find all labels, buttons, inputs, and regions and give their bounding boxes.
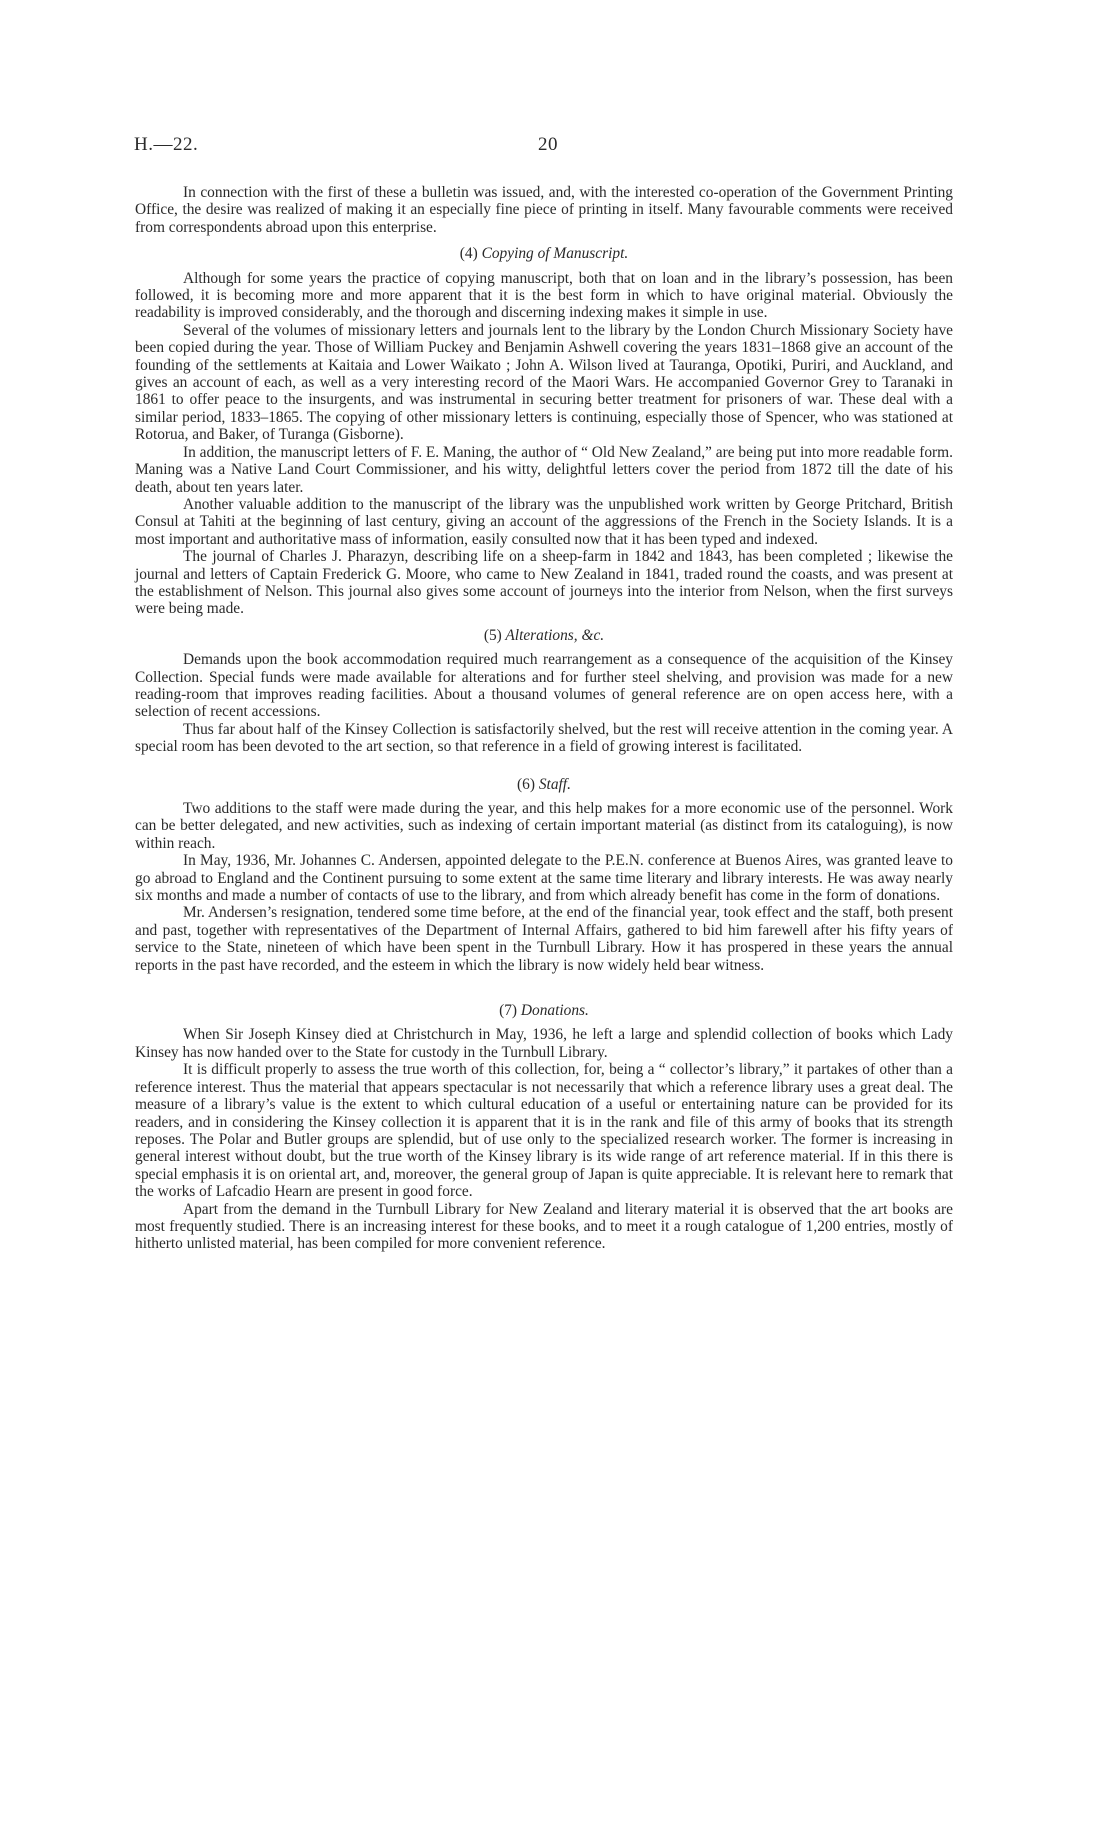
intro-paragraph: In connection with the first of these a bulletin was issued, and, with the interested co-operation of the Government Printing Office, the desire was realized of making it an especially fine piece of printing in itself. Many favourable comments were received from correspondents abroad upon this enterprise. [135,184,953,236]
paragraph: In May, 1936, Mr. Johannes C. Andersen, appointed delegate to the P.E.N. conference at Buenos Aires, was granted leave to go abroad to England and the Continent pursuing to some extent at the same time literary and library interests. He was away nearly six months and made a number of contacts of use to the library, and from which already benefit has come in the form of donations. [135,852,953,905]
section-heading-staff [135,776,953,793]
paragraph: Thus far about half of the Kinsey Collection is satisfactorily shelved, but the rest will receive attention in the coming year. A special room has been devoted to the art section, so that reference in a field of growing interest is facilitated. [135,720,953,756]
paragraph: Demands upon the book accommodation required much rearrangement as a consequence of the acquisition of the Kinsey Collection. Special funds were made available for alterations and for further steel shelving, and provision was made for a new reading-room that improves reading facilities. About a thousand volumes of general reference are on open access here, with a selection of recent accessions. [135,651,953,721]
page-header [134,134,954,164]
paragraph: Several of the volumes of missionary letters and journals lent to the library by the London Church Missionary Society have been copied during the year. Those of William Puckey and Benjamin Ashwell covering the years 1831–1868 give an account of the founding of the settlements at Kaitaia and Lower Waikato ; John A. Wilson lived at Tauranga, Opotiki, Puriri, and Auckland, and gives an account of each, as well as a very interesting record of the Maori Wars. He accompanied Governor Grey to Taranaki in 1861 to offer peace to the insurgents, and was instrumental in securing better treatment for prisoners of war. These deal with a similar period, 1833–1865. The copying of other missionary letters is continuing, especially those of Spencer, who was stationed at Rotorua, and Baker, of Turanga (Gisborne). [135,321,953,444]
paragraph: Two additions to the staff were made during the year, and this help makes for a more economic use of the personnel. Work can be better delegated, and new activities, such as indexing of certain important material (as distinct from its cataloguing), is now within reach. [135,800,953,852]
section-number: (6) [517,775,535,793]
section-number: (4) [459,245,478,263]
section-heading-alterations [135,627,953,644]
document-body [135,184,953,1253]
paragraph: Apart from the demand in the Turnbull Library for New Zealand and literary material it is observed that the art books are most frequently studied. There is an increasing interest for these books, and to meet it a rough catalogue of 1,200 entries, mostly of hitherto unlisted material, has been compiled for more convenient reference. [135,1200,953,1253]
section-number: (7) [499,1002,518,1020]
page-number: 20 [538,134,558,155]
paragraph: Although for some years the practice of copying manuscript, both that on loan and in the library’s possession, has been followed, it is becoming more and more apparent that it is the best form in which to have original material. Obviously the readability is improved considerably, and the thorough and discerning indexing makes it simple in use. [135,269,953,322]
section-number: (5) [483,626,502,644]
section-heading-donations [135,1002,953,1019]
section-title: Donations. [520,1002,589,1020]
section-title: Alterations, &c. [505,626,605,644]
section-title: Copying of Manuscript. [481,245,629,263]
section-title: Staff. [538,775,571,793]
paragraph: In addition, the manuscript letters of F. E. Maning, the author of “ Old New Zealand,” are being put into more readable form. Maning was a Native Land Court Commissioner, and his witty, delightful letters cover the period from 1872 till the date of his death, about ten years later. [135,443,953,496]
paragraph: It is difficult properly to assess the true worth of this collection, for, being a “ collector’s library,” it partakes of other than a reference interest. Thus the material that appears spectacular is not necessarily that which a reference library uses a great deal. The measure of a library’s value is the extent to which cultural education of a useful or entertaining nature can be provided for its readers, and in considering the Kinsey collection it is apparent that it is in the rank and file of this army of books that its strength reposes. The Polar and Butler groups are splendid, but of use only to the specialized research worker. The former is increasing in general interest without doubt, but the true worth of the Kinsey library is its wide range of art reference material. If in this there is special emphasis it is on oriental art, and, moreover, the general group of Japan is quite appreciable. It is relevant here to remark that the works of Lafcadio Hearn are present in good force. [135,1061,953,1201]
document-reference: H.—22. [134,134,199,155]
paragraph: Mr. Andersen’s resignation, tendered some time before, at the end of the financial year, took effect and the staff, both present and past, together with representatives of the Department of Internal Affairs, gathered to bid him farewell after his fifty years of service to the State, nineteen of which have been spent in the Turnbull Library. How it has prospered in these years the annual reports in the past have recorded, and the esteem in which the library is now widely held bear witness. [135,904,953,974]
section-heading-copying-of-manuscript [135,245,953,262]
paragraph: The journal of Charles J. Pharazyn, describing life on a sheep-farm in 1842 and 1843, has been completed ; likewise the journal and letters of Captain Frederick G. Moore, who came to New Zealand in 1841, traded round the coasts, and was present at the establishment of Nelson. This journal also gives some account of journeys into the interior from Nelson, when the first surveys were being made. [135,548,953,618]
paragraph: Another valuable addition to the manuscript of the library was the unpublished work written by George Pritchard, British Consul at Tahiti at the beginning of last century, giving an account of the aggressions of the French in the Society Islands. It is a most important and authoritative mass of information, easily consulted now that it has been typed and indexed. [135,495,953,548]
paragraph: When Sir Joseph Kinsey died at Christchurch in May, 1936, he left a large and splendid collection of books which Lady Kinsey has now handed over to the State for custody in the Turnbull Library. [135,1026,953,1061]
